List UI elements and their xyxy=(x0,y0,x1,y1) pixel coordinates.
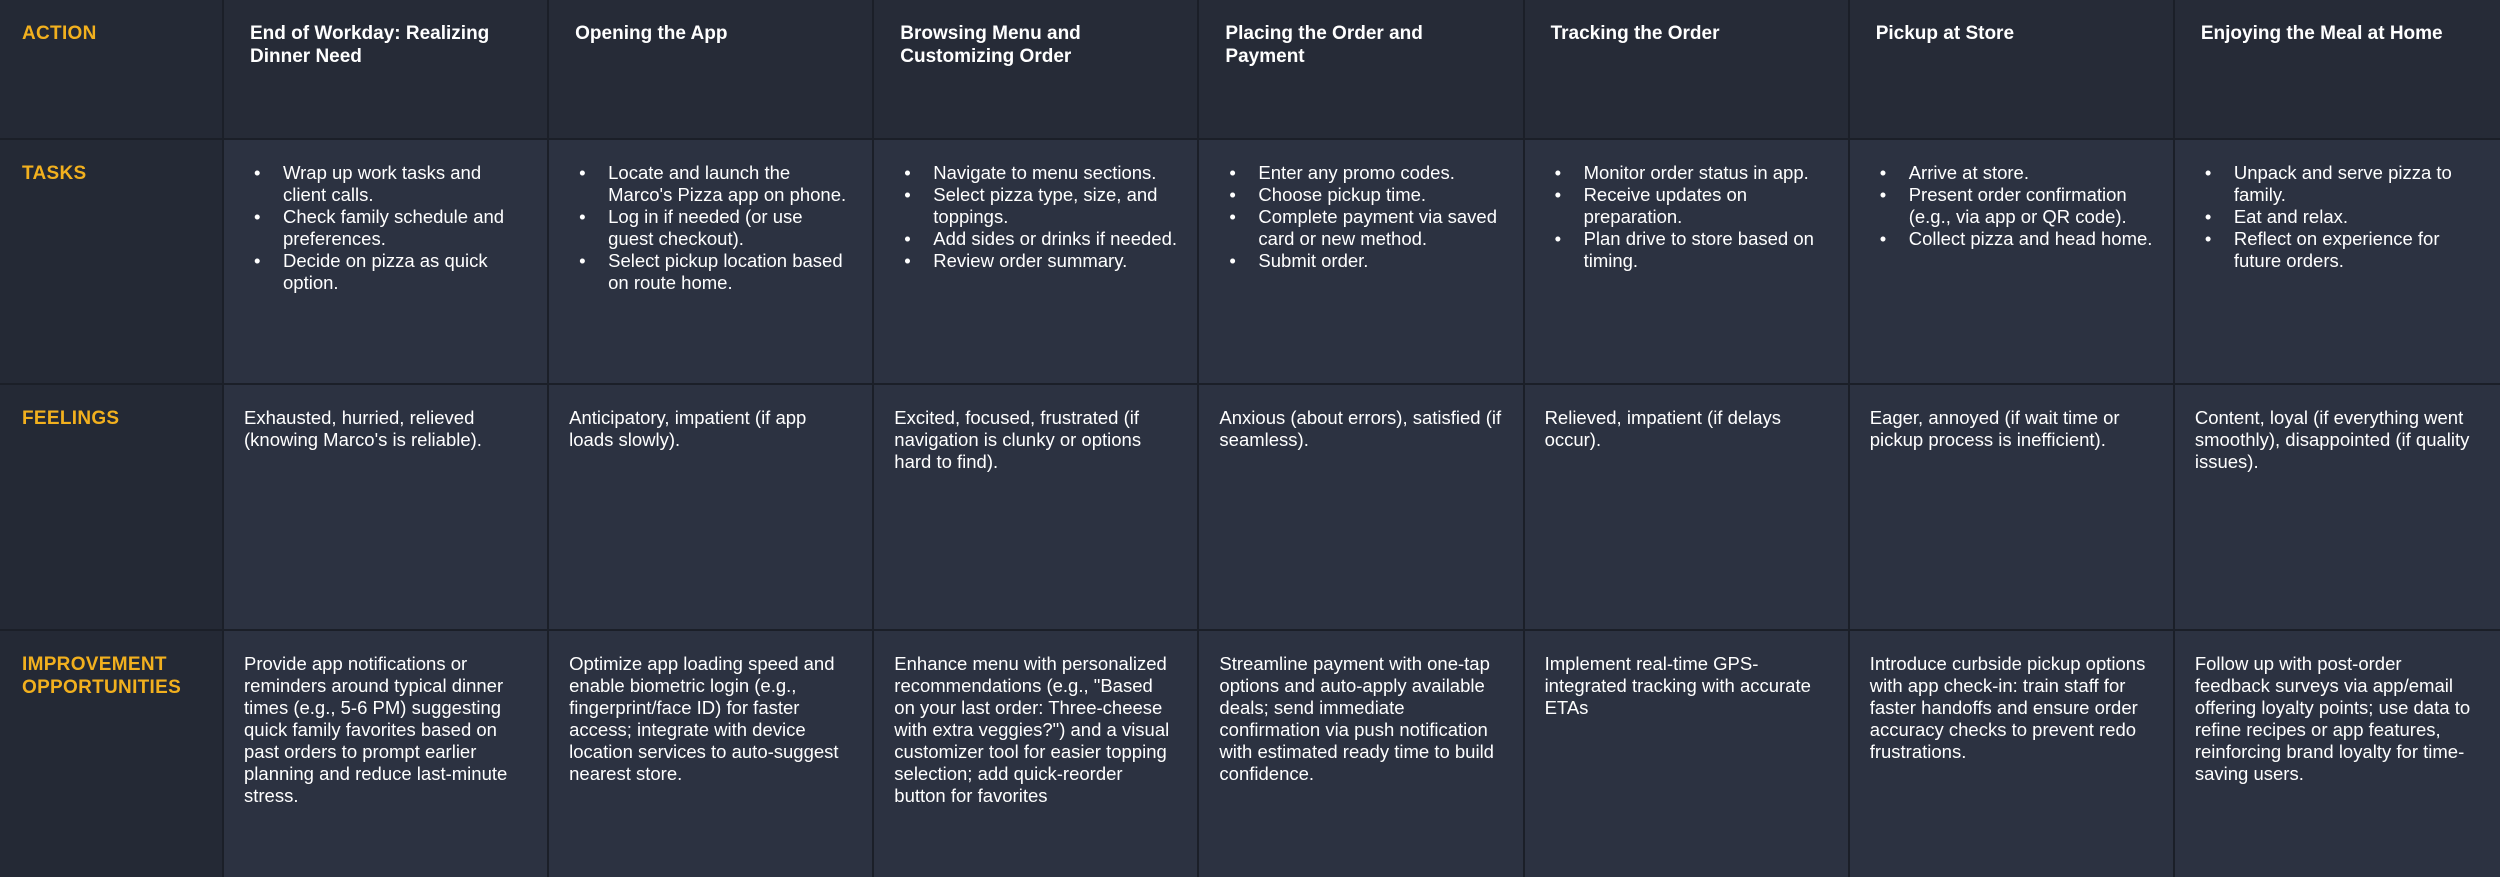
improvement-text: Enhance menu with personalized recommendations (e.g., "Based on your last order: Three-cheese with extra veggies?") and a visual customizer tool for easier topping selection; add quick-reorder button for favorites xyxy=(894,653,1170,806)
improvement-cell xyxy=(1850,631,2175,877)
feelings-text: Anxious (about errors), satisfied (if seamless). xyxy=(1219,407,1502,450)
stage-title: Placing the Order and Payment xyxy=(1199,0,1524,140)
tasks-cell xyxy=(549,140,874,385)
tasks-cell xyxy=(1525,140,1850,385)
tasks-cell xyxy=(1199,140,1524,385)
improvement-cell xyxy=(874,631,1199,877)
row-label-improvements: IMPROVEMENT OPPORTUNITIES xyxy=(0,631,224,877)
task-list xyxy=(894,162,1177,272)
improvement-text: Optimize app loading speed and enable biometric login (e.g., fingerprint/face ID) for faster access; integrate with device location services to auto-suggest nearest store. xyxy=(569,653,839,784)
stage-title: Pickup at Store xyxy=(1850,0,2175,140)
improvement-cell xyxy=(2175,631,2500,877)
feelings-cell xyxy=(224,385,549,631)
task-item: • Navigate to menu sections. xyxy=(904,162,1177,184)
task-item: • Plan drive to store based on timing. xyxy=(1555,228,1828,272)
feelings-cell xyxy=(1199,385,1524,631)
task-item: • Wrap up work tasks and client calls. xyxy=(254,162,527,206)
row-label-feelings: FEELINGS xyxy=(0,385,224,631)
feelings-text: Content, loyal (if everything went smoothly), disappointed (if quality issues). xyxy=(2194,407,2470,472)
feelings-cell xyxy=(549,385,874,631)
task-item: • Reflect on experience for future orders. xyxy=(2205,228,2480,272)
task-list xyxy=(1870,162,2153,250)
stage-title: Tracking the Order xyxy=(1525,0,1850,140)
task-item: • Check family schedule and preferences. xyxy=(254,206,527,250)
improvement-cell xyxy=(224,631,549,877)
task-item: • Monitor order status in app. xyxy=(1555,162,1828,184)
task-item: • Select pickup location based on route home. xyxy=(579,250,852,294)
task-item: • Collect pizza and head home. xyxy=(1880,228,2153,250)
improvement-text: Provide app notifications or reminders around typical dinner times (e.g., 5-6 PM) suggesting quick family favorites based on past orders to prompt earlier planning and reduce last-minute stress. xyxy=(244,653,508,806)
feelings-text: Exhausted, hurried, relieved (knowing Marco's is reliable). xyxy=(244,407,482,450)
task-list xyxy=(244,162,527,294)
improvement-cell xyxy=(1199,631,1524,877)
task-list xyxy=(2195,162,2480,272)
improvement-text: Implement real-time GPS-integrated tracking with accurate ETAs xyxy=(1544,653,1811,718)
task-item: • Present order confirmation (e.g., via app or QR code). xyxy=(1880,184,2153,228)
feelings-cell xyxy=(1850,385,2175,631)
feelings-text: Relieved, impatient (if delays occur). xyxy=(1544,407,1782,450)
task-item: • Choose pickup time. xyxy=(1229,184,1502,206)
improvement-text: Introduce curbside pickup options with app check-in: train staff for faster handoffs and ensure order accuracy checks to prevent redo frustrations. xyxy=(1869,653,2146,762)
feelings-cell xyxy=(1525,385,1850,631)
stage-title: Opening the App xyxy=(549,0,874,140)
stage-title: End of Workday: Realizing Dinner Need xyxy=(224,0,549,140)
task-item: • Unpack and serve pizza to family. xyxy=(2205,162,2480,206)
stage-title: Browsing Menu and Customizing Order xyxy=(874,0,1199,140)
tasks-cell xyxy=(874,140,1199,385)
tasks-cell xyxy=(224,140,549,385)
stage-title: Enjoying the Meal at Home xyxy=(2175,0,2500,140)
tasks-cell xyxy=(2175,140,2500,385)
task-list xyxy=(1545,162,1828,272)
task-item: • Enter any promo codes. xyxy=(1229,162,1502,184)
task-item: • Review order summary. xyxy=(904,250,1177,272)
feelings-text: Anticipatory, impatient (if app loads slowly). xyxy=(569,407,807,450)
task-list xyxy=(569,162,852,294)
feelings-cell xyxy=(2175,385,2500,631)
feelings-text: Excited, focused, frustrated (if navigation is clunky or options hard to find). xyxy=(894,407,1142,472)
task-item: • Submit order. xyxy=(1229,250,1502,272)
task-list xyxy=(1219,162,1502,272)
improvement-cell xyxy=(1525,631,1850,877)
improvement-text: Follow up with post-order feedback surveys via app/email offering loyalty points; use data to refine recipes or app features, reinforcing brand loyalty for time-saving users. xyxy=(2194,653,2471,784)
task-item: • Receive updates on preparation. xyxy=(1555,184,1828,228)
task-item: • Select pizza type, size, and toppings. xyxy=(904,184,1177,228)
task-item: • Complete payment via saved card or new method. xyxy=(1229,206,1502,250)
tasks-cell xyxy=(1850,140,2175,385)
task-item: • Locate and launch the Marco's Pizza app on phone. xyxy=(579,162,852,206)
task-item: • Arrive at store. xyxy=(1880,162,2153,184)
task-item: • Add sides or drinks if needed. xyxy=(904,228,1177,250)
task-item: • Log in if needed (or use guest checkout). xyxy=(579,206,852,250)
feelings-text: Eager, annoyed (if wait time or pickup process is inefficient). xyxy=(1869,407,2120,450)
task-item: • Decide on pizza as quick option. xyxy=(254,250,527,294)
task-item: • Eat and relax. xyxy=(2205,206,2480,228)
improvement-text: Streamline payment with one-tap options and auto-apply available deals; send immediate confirmation via push notification with estimated ready time to build confidence. xyxy=(1219,653,1494,784)
row-label-action: ACTION xyxy=(0,0,224,140)
row-label-tasks: TASKS xyxy=(0,140,224,385)
improvement-cell xyxy=(549,631,874,877)
feelings-cell xyxy=(874,385,1199,631)
